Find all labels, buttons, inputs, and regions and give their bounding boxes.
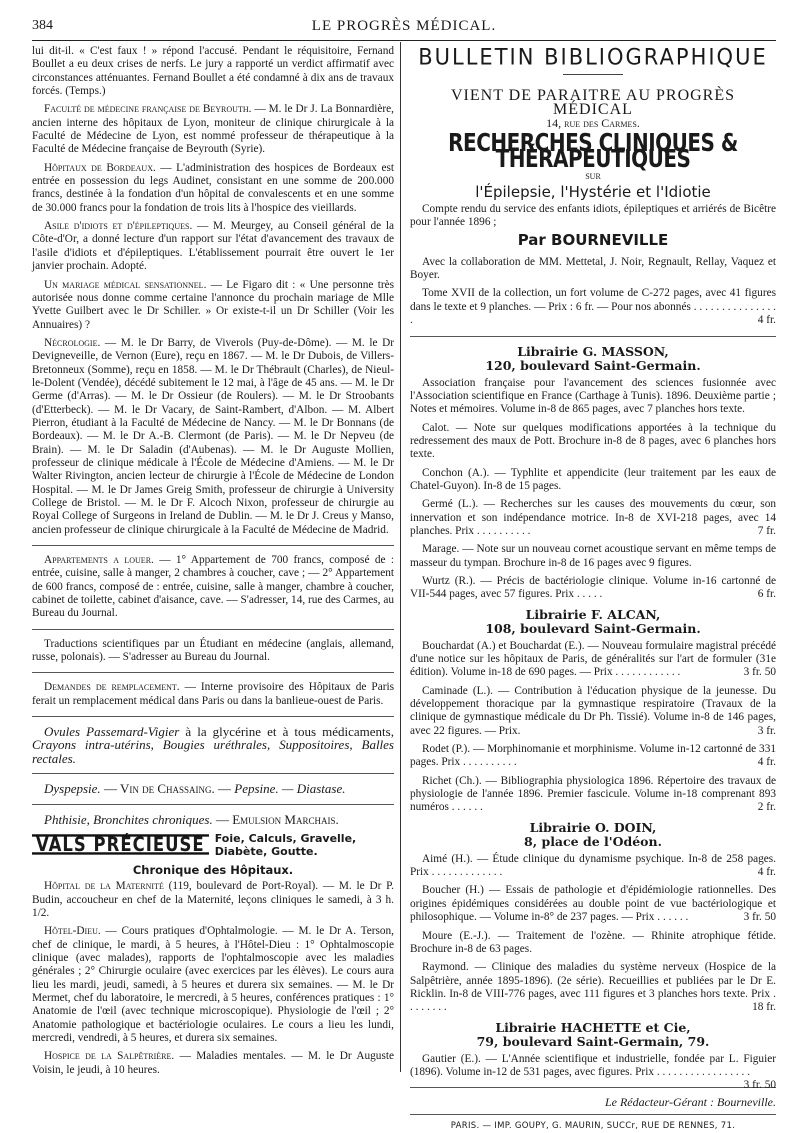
page-header [32,18,776,38]
masson-item: Wurtz (R.). — Précis de bactériologie clinique. Volume in-16 cartonné de VII-544 pages, avec 57 figures. Prix . . . . . 6 fr. [410,574,776,601]
vals-indications: Foie, Calculs, Gravelle, Diabète, Goutte. [214,831,357,858]
doin-item: Aimé (H.). — Étude clinique du dynamisme psychique. In-8 de 258 pages. Prix . . . . . . . . . . . . . 4 fr. [410,852,776,879]
book-subtitle: l'Épilepsie, l'Hystérie et l'Idiotie [475,183,711,202]
paragraph-beyrouth: Faculté de médecine française de Beyrouth. — M. le Dr J. La Bonnardière, ancien interne des hôpitaux de Lyon, moniteur de clinique chirurgicale à la Faculté de Médecine de Lyon, est nommé professeur de thérapeutique à la Faculté de Médecine française de Beyrouth (Syrie). [32,103,394,156]
chronique-maternite: Hôpital de la Maternité (119, boulevard de Port-Royal). — M. le Dr P. Budin, accoucheur en chef de la Maternité, leçons cliniques le samedi, à 3 h. 1/2. [32,880,394,919]
right-column [410,45,776,1133]
paragraph-mariage: Un mariage médical sensationnel. — Le Figaro dit : « Une personne très autorisée nous donne comme certaine l'annonce du prochain mariage de Mlle Yvette Guilbert avec le Dr Schiller. » Or existe-t-il un Dr Schiller (Voir les Annuaires) ? [32,278,394,331]
printer-imprint: PARIS. — IMP. GOUPY, G. MAURIN, SUCCr, RUE DE RENNES, 71. [450,1120,736,1131]
book-title: RECHERCHES CLINIQUES & THÉRAPEUTIQUES [448,127,738,175]
vient-de-paraitre: VIENT DE PARAITRE AU PROGRÈS MÉDICAL [450,87,736,118]
vals-logo: VALS PRÉCIEUSE [32,834,209,855]
separator [32,545,394,546]
ad-ovules: Ovules Passemard-Vigier à la glycérine et à tous médicaments, Crayons intra-utérins, Bougies uréthrales, Suppositoires, Balles rectales. [32,724,394,766]
ad-vals-precieuse [32,832,394,858]
column-divider [400,42,401,1072]
alcan-item: Rodet (P.). — Morphinomanie et morphinisme. Volume in-12 cartonné de 331 pages. Prix . . . . . . . . . . 4 fr. [410,743,776,769]
separator [32,773,394,774]
book-compte-rendu: Compte rendu du service des enfants idiots, épileptiques et arriérés de Bicêtre pour l'année 1896 ; [410,202,776,229]
page-number: 384 [32,18,53,33]
paragraph-traductions: Traductions scientifiques par un Étudiant en médecine (anglais, allemand, russe, polonais). — S'adresser au Bureau du Journal. [32,637,394,664]
publisher-masson: Librairie G. MASSON, 120, boulevard Saint-Germain. [485,343,701,373]
paragraph-asile: Asile d'idiots et d'épileptiques. — M. Meurgey, au Conseil général de la Côte-d'Or, a donné lecture d'un rapport sur l'état d'avancement des travaux de l'asile d'idiots et d'épileptiques. L'établissement pourrait être ouvert le 1er janvier prochain. Adopté. [32,220,395,273]
publisher-address: 14, rue des Carmes. [546,116,640,131]
journal-title: LE PROGRÈS MÉDICAL. [311,18,497,34]
publisher-alcan: Librairie F. ALCAN, 108, boulevard Saint-Germain. [485,606,701,636]
alcan-item: Richet (Ch.). — Bibliographia physiologica 1896. Répertoire des travaux de physiologie de l'année 1896. Premier fascicule. Volume in-18 comprenant 893 numéros . . . . . . 2 fr. [410,774,776,814]
chronique-salpetriere: Hospice de la Salpêtrière. — Maladies mentales. — M. le Dr Auguste Voisin, le jeudi, à 10 heures. [32,1050,395,1076]
chronique-title: Chronique des Hôpitaux. [132,862,294,877]
paragraph-appartements: Appartements a louer. — 1° Appartement de 700 francs, composé de : entrée, cuisine, salle à manger, 2 chambres à coucher, cave ; — 2° Appartement de 600 francs, composé de : entrée, cuisine, salle à manger, chambre à coucher, cabinet de toilette, cabinet d'aisance, cave. — S'adresser, 14, rue des Carmes, au Bureau du Journal. [32,554,394,620]
paragraph-trial: lui dit-il. « C'est faux ! » répond l'accusé. Pendant le réquisitoire, Fernand Boullet a eu deux crises de nerfs. Le jury a rapporté un verdict affirmatif avec circonstances atténuantes. Fernand Boullet a été condamné à dix ans de travaux forcés. (Temps.) [32,45,394,98]
paragraph-bordeaux: Hôpitaux de Bordeaux. — L'administration des hospices de Bordeaux est entrée en possession du legs Audinet, consistant en une somme de 200.000 francs, destinée à la fondation d'un hôpital de convalescents et en une somme de 30.000 francs pour la fondation de trois lits à l'hospice des vieillards. [32,161,394,214]
book-tome: Tome XVII de la collection, un fort volume de C-272 pages, avec 41 figures dans le texte et 9 planches. — Prix : 6 fr. — Pour nos abonnés . . . . . . . . . . . . . . . . 4 fr. [410,287,776,327]
masson-item: Marage. — Note sur un nouveau cornet acoustique servant en même temps de masseur du tympan. Brochure in-8 de 16 pages avec 9 figures. [410,543,776,569]
masson-item: Germé (L.). — Recherches sur les causes des mouvements du cœur, son innervation et son indépendance motrice. In-8 de XVI-218 pages, avec 14 planches. Prix . . . . . . . . . . 7 fr. [410,498,776,537]
masson-item: Calot. — Note sur quelques modifications apportées à la technique du redressement des maux de Pott. Brochure in-8 de 8 pages, avec 6 planches hors texte. [410,421,776,461]
header-rule [32,40,776,41]
ad-dyspepsie: Dyspepsie. — Vin de Chassaing. — Pepsine. — Diastase. [44,781,346,797]
ad-phthisie: Phthisie, Bronchites chroniques. — Emulsion Marchais. [44,811,339,827]
alcan-item: Caminade (L.). — Contribution à l'éducation physique de la jeunesse. Du développement thoracique par la gymnastique respiratoire (Travaux de la clinique de gymnastique médicale du Dr Ph. Tissié). Volume in-8 de 146 pages, avec 22 figures. — Prix. 3 fr. [410,684,776,737]
separator [32,716,394,717]
paragraph-necrologie: Nécrologie. — M. le Dr Barry, de Viverols (Puy-de-Dôme). — M. le Dr Devigneveille, de Vernon (Eure), reçu en 1867. — M. le Dr Dubois, de Villers-Bretonneux (Somme), reçu en 1858. — M. le Dr Thébrault (Charles), de Nieul-le-Dolent (Vendée), décédé subitement le 12 mai, à l'âge de 45 ans. — M. le Dr Germe (d'Arras). — M. le Dr Ossieur (de Roulers). — M. le Dr Stroobants (d'Etterbeck). — M. le Dr Vacary, de Saint-Rambert, d'Albon. — M. Albert Pierron, étudiant à la Faculté de Médecine de Nancy. — M. le Dr Bonnans (de Bordeaux). — M. le Dr A.-B. Clermont (de Paris). — M. le Dr Nepveu (de Brain). — M. le Dr Saladin (d'Aubenas). — M. le Dr Auguste Mollien, professeur de clinique médicale à l'École de Médecine d'Amiens. — M. le Dr Walter Rivington, ancien lecteur de chirurgie à l'École de Médecine de London Hospital. — M. le Dr James Greig Smith, professeur de chirurgie à University College de Bristol. — M. le Dr F. Alcoch Nixon, professeur de chirurgie au Royal College of Surgeons in Ireland de Dublin. — M. le Dr J. Creus y Manso, ancien professeur de clinique chirurgicale à la Faculté de Médecine de Madrid. [32,336,394,536]
publisher-hachette: Librairie HACHETTE et Cie, 79, boulevard Saint-Germain, 79. [476,1019,710,1049]
separator [32,629,394,630]
doin-item: Boucher (H.) — Essais de pathologie et d'épidémiologie rationnelles. Des origines épidémiques considérées au double point de vue bactériologique et philosophique. — Volume in-8° de 237 pages. — Prix . . . . . . 3 fr. 50 [410,884,776,924]
book-collaboration: Avec la collaboration de MM. Mettetal, J. Noir, Regnault, Rellay, Vaquez et Boyer. [410,255,776,282]
separator [32,804,394,805]
paragraph-remplacement: Demandes de remplacement. — Interne provisoire des Hôpitaux de Paris ferait un remplacement médical dans Paris ou dans la banlieue-ouest de Paris. [32,681,395,707]
masson-item: Association française pour l'avancement des sciences fusionnée avec l'Association scientifique en France (Carthage à Tunis). 1896. Deuxième partie ; Notes et mémoires. Volume in-8 de 865 pages, avec 7 planches hors texte. [410,376,776,416]
redacteur-gerant: Le Rédacteur-Gérant : Bourneville. [604,1095,776,1110]
separator [410,1087,776,1088]
chronique-hotel-dieu: Hôtel-Dieu. — Cours pratiques d'Ophtalmologie. — M. le Dr A. Terson, chef de clinique, le mardi, à 5 heures, à l'Hôtel-Dieu : 1° Ophtalmoscopie clinique (avec malades), rapports de l'ophtalmoscopie avec les maladies générales ; 2° Chirurgie oculaire (avec exercices par les élèves). Le cours aura lieu les mardi, jeudi, samedi, à 5 heures et durera six semaines. — M. le Dr Mermet, chef du laboratoire, le mercredi, à 5 heures, conférences pratiques : 1° Anatomie de l'œil (avec technique microscopique). Physiologie de l'œil ; 2° Anatomie pathologique et bactériologie oculaires. Le cours a lieu les lundi, mercredi, vendredi, à 5 heures, et durera six semaines. [32,925,394,1044]
masson-item: Conchon (A.). — Typhlite et appendicite (leur traitement par les eaux de Chatel-Guyon). In-8 de 15 pages. [410,466,776,492]
publisher-doin: Librairie O. DOIN, 8, place de l'Odéon. [524,819,662,849]
alcan-item: Bouchardat (A.) et Bouchardat (E.). — Nouveau formulaire magistral précédé d'une notice sur les hôpitaux de Paris, de généralités sur l'art de formuler (31e édition). Volume in-18 de 690 pages. — Prix . . . . . . . . . . . . 3 fr. 50 [410,639,776,679]
separator [32,672,394,673]
left-column [32,45,394,1082]
book-author: Par BOURNEVILLE [517,231,669,250]
short-rule [563,74,623,75]
doin-item: Moure (E.-J.). — Traitement de l'ozène. — Rhinite atrophique fétide. Brochure in-8 de 63 pages. [410,929,776,955]
doin-item: Raymond. — Clinique des maladies du système nerveux (Hospice de la Salpêtrière, année 1895-1896). (2e série). Recueillies et publiées par le Dr E. Ricklin. In-8 de VIII-776 pages, avec 111 figures et 3 planches hors texte. Prix . . . . . . . . 18 fr. [410,961,776,1014]
hachette-item: Gautier (E.). — L'Année scientifique et industrielle, fondée par L. Figuier (1896). Volume in-12 de 531 pages, avec figures. Prix . . . . . . . . . . . . . . . . . 3 fr. 50 [410,1052,776,1092]
separator [410,336,776,337]
book-sur: SUR [585,172,601,182]
bulletin-title: BULLETIN BIBLIOGRAPHIQUE [418,44,768,70]
